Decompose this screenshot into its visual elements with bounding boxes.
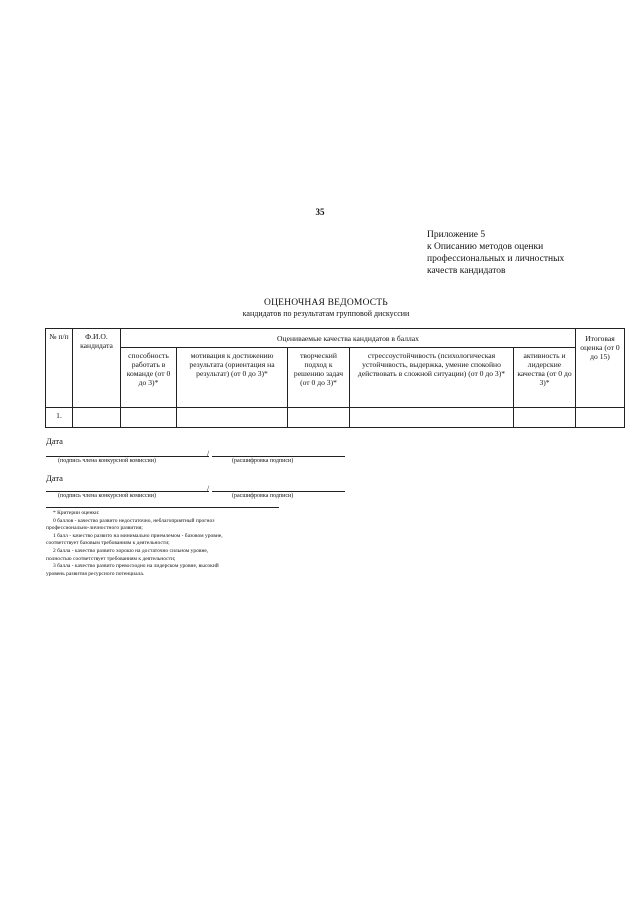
header-quality-leadership: активность и лидерские качества (от 0 до 3)* [514,348,576,408]
row-number: 1. [46,408,73,428]
signature-caption: (подпись члена конкурсной комиссии) [58,493,156,499]
signature-caption: (подпись члена конкурсной комиссии) [58,458,156,464]
header-full-name: Ф.И.О. кандидата [73,329,121,408]
footnote-line: 3 балла - качество развито превосходно на лидерском уровне, высокий [53,563,219,570]
header-quality-motivation: мотивация к достижению результата (ориентация на результат) (от 0 до 3)* [177,348,288,408]
appendix-line: качеств кандидатов [427,266,506,276]
signature-decoding-line[interactable] [212,491,345,492]
footnote-line: полностью соответствует требованиям к деятельности; [46,555,176,562]
appendix-line: к Описанию методов оценки [427,242,544,252]
header-number: № п/п [46,329,73,408]
signature-slash: / [207,484,210,493]
footnote-line: профессионально-личностного развития; [46,525,143,532]
header-quality-stress-resistance: стрессоустойчивость (психологическая устойчивость, выдержка, умение спокойно действовать в сложной ситуации) (от 0 до 3)* [350,348,514,408]
header-qualities-group: Оцениваемые качества кандидатов в баллах [121,329,576,348]
footnote-line: 0 баллов - качество развито недостаточно, неблагоприятный прогноз [53,517,215,524]
footnote-line: * Критерии оценки: [53,510,100,516]
cell-score-motivation[interactable] [177,408,288,428]
document-subtitle: кандидатов по результатам групповой дискуссии [242,309,410,318]
cell-full-name[interactable] [73,408,121,428]
cell-score-creativity[interactable] [288,408,350,428]
header-quality-creativity: творческий подход к решению задач (от 0 до 3)* [288,348,350,408]
date-label: Дата [46,473,63,483]
cell-score-leadership[interactable] [514,408,576,428]
header-quality-teamwork: способность работать в команде (от 0 до 3)* [121,348,177,408]
page-number: 35 [315,207,325,217]
signature-decoding-caption: (расшифровка подписи) [232,493,294,499]
signature-slash: / [207,449,210,458]
signature-line[interactable] [46,456,209,457]
cell-score-stress-resistance[interactable] [350,408,514,428]
footnote-line: соответствует базовым требованиям к деятельности; [46,540,170,547]
appendix-header [427,229,564,277]
signature-line[interactable] [46,491,209,492]
footnote-separator [46,507,279,508]
appendix-line: профессиональных и личностных [427,254,565,264]
footnote-line: уровень развития ресурсного потенциала. [46,570,145,577]
date-label: Дата [46,436,63,446]
cell-score-total[interactable] [576,408,625,428]
document-title: ОЦЕНОЧНАЯ ВЕДОМОСТЬ [264,298,388,308]
assessment-table [45,328,625,428]
appendix-line: Приложение 5 [427,230,486,240]
table-row [46,408,625,428]
signature-decoding-line[interactable] [212,456,345,457]
footnote [46,510,223,578]
footnote-line: 2 балла - качество развито хорошо на достаточно сильном уровне, [53,547,209,554]
cell-score-teamwork[interactable] [121,408,177,428]
header-total-score: Итоговая оценка (от 0 до 15) [576,329,625,408]
signature-decoding-caption: (расшифровка подписи) [232,458,294,464]
footnote-line: 1 балл - качество развито на минимально приемлемом - базовом уровне, [53,532,223,539]
